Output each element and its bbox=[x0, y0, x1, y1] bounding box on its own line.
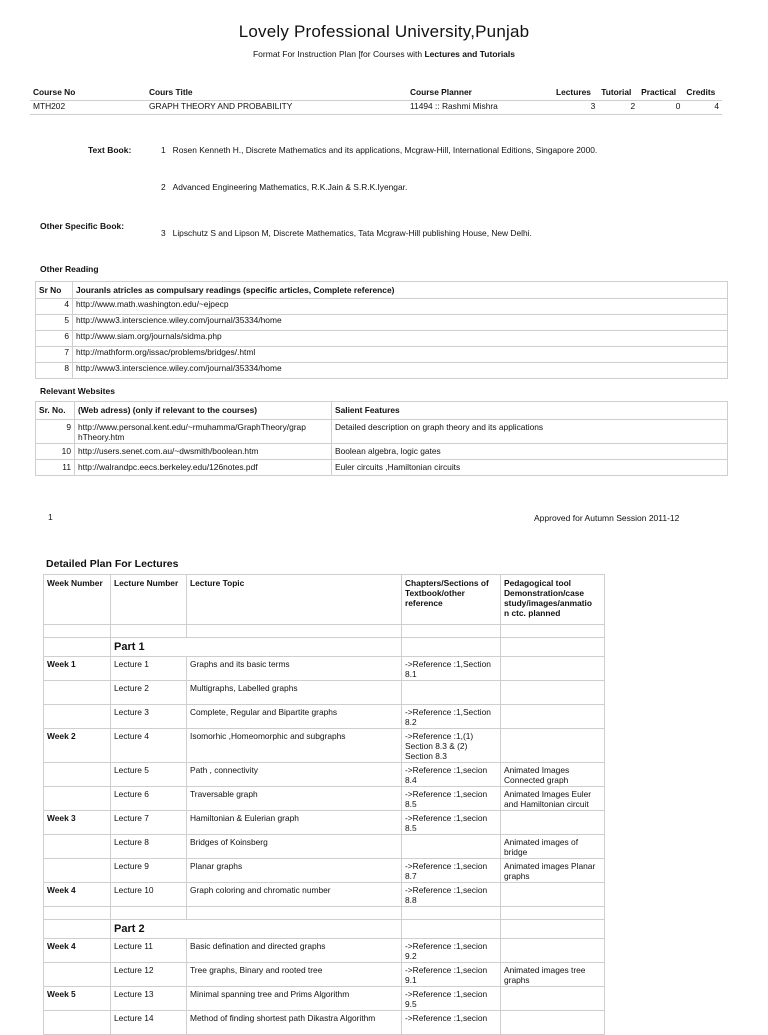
lectures-value: 3 bbox=[590, 100, 596, 111]
reference-line: 8.5 bbox=[405, 823, 417, 833]
course-title-header: Cours Title bbox=[149, 87, 193, 97]
reference bbox=[402, 681, 501, 705]
reading-link[interactable]: http://www3.interscience.wiley.com/journal/35334/home bbox=[73, 315, 728, 331]
lecture-topic: Traversable graph bbox=[187, 787, 402, 811]
table-row bbox=[44, 963, 605, 987]
pedagogical-tool bbox=[501, 763, 605, 787]
week-number bbox=[44, 1011, 111, 1035]
lecture-topic: Tree graphs, Binary and rooted tree bbox=[187, 963, 402, 987]
reference-line: Section 8.3 & (2) bbox=[405, 741, 468, 751]
week-number bbox=[44, 705, 111, 729]
reference-line: ->Reference :1,secion bbox=[405, 941, 488, 951]
reading-link[interactable]: http://www.math.washington.edu/~ejpecp bbox=[73, 299, 728, 315]
table-row bbox=[36, 331, 728, 347]
reference-line: 9.1 bbox=[405, 975, 417, 985]
course-row bbox=[30, 100, 722, 114]
reading-link[interactable]: http://www3.interscience.wiley.com/journal/35334/home bbox=[73, 363, 728, 379]
other-reading-heading: Other Reading bbox=[40, 264, 99, 274]
lecture-topic: Planar graphs bbox=[187, 859, 402, 883]
credits-value: 4 bbox=[714, 100, 719, 111]
lecture-number: Lecture 5 bbox=[111, 763, 187, 787]
reference-line: ->Reference :1,secion bbox=[405, 861, 488, 871]
spacer-row bbox=[44, 907, 605, 920]
practical-header: Practical bbox=[641, 87, 677, 97]
sr-no: 4 bbox=[36, 299, 73, 315]
lecture-topic: Complete, Regular and Bipartite graphs bbox=[187, 705, 402, 729]
other-specific-book-label: Other Specific Book: bbox=[40, 221, 125, 231]
lecture-topic: Basic defination and directed graphs bbox=[187, 939, 402, 963]
reference-line: ->Reference :1,secion bbox=[405, 1013, 488, 1023]
table-row bbox=[44, 729, 605, 763]
table-row bbox=[44, 763, 605, 787]
course-table bbox=[30, 87, 722, 115]
lecture-number: Lecture 3 bbox=[111, 705, 187, 729]
plan-heading: Detailed Plan For Lectures bbox=[46, 558, 179, 570]
reference bbox=[402, 963, 501, 987]
course-header-row bbox=[30, 87, 722, 100]
pedagogical-tool-header bbox=[501, 575, 605, 625]
pedagogical-tool bbox=[501, 859, 605, 883]
lecture-number: Lecture 8 bbox=[111, 835, 187, 859]
reference bbox=[402, 835, 501, 859]
reference bbox=[402, 763, 501, 787]
reference-line: 9.5 bbox=[405, 999, 417, 1009]
lecture-number: Lecture 2 bbox=[111, 681, 187, 705]
reference bbox=[402, 987, 501, 1011]
websites-header-row bbox=[36, 402, 728, 420]
course-no: MTH202 bbox=[33, 100, 66, 111]
reference-line: ->Reference :1,(1) bbox=[405, 731, 474, 741]
reference-header bbox=[402, 575, 501, 625]
other-reading-table bbox=[35, 281, 728, 379]
salient-feature: Boolean algebra, logic gates bbox=[332, 444, 728, 460]
tool-header-line-2: Demonstration/case bbox=[504, 588, 585, 598]
journals-header: Jouranls atricles as compulsary readings (specific articles, Complete reference) bbox=[73, 282, 728, 299]
tool-line: Animated Images Euler bbox=[504, 789, 592, 799]
lecture-number: Lecture 4 bbox=[111, 729, 187, 763]
sr-no: 11 bbox=[36, 460, 75, 476]
reference-line: ->Reference :1,secion bbox=[405, 989, 488, 999]
table-row bbox=[44, 811, 605, 835]
lecture-number: Lecture 7 bbox=[111, 811, 187, 835]
web-address-header: (Web adress) (only if relevant to the courses) bbox=[75, 402, 332, 420]
text-book-label: Text Book: bbox=[88, 145, 132, 155]
reference-line: ->Reference :1,secion bbox=[405, 885, 488, 895]
reference-line: ->Reference :1,Section bbox=[405, 659, 491, 669]
reference-line: ->Reference :1,secion bbox=[405, 965, 488, 975]
table-row bbox=[44, 835, 605, 859]
course-planner-header: Course Planner bbox=[410, 87, 472, 97]
reading-link[interactable]: http://mathform.org/issac/problems/bridges/.html bbox=[73, 347, 728, 363]
reference bbox=[402, 705, 501, 729]
reference bbox=[402, 657, 501, 681]
table-row bbox=[36, 315, 728, 331]
week-number bbox=[44, 859, 111, 883]
part-row bbox=[44, 920, 605, 939]
book-2 bbox=[161, 182, 407, 192]
tool-line: Animated images tree bbox=[504, 965, 586, 975]
reference-line: 8.8 bbox=[405, 895, 417, 905]
sr-no-header: Sr. No. bbox=[36, 402, 75, 420]
reference-header-line-3: reference bbox=[405, 598, 443, 608]
document-subtitle bbox=[0, 49, 768, 59]
week-number-header: Week Number bbox=[44, 575, 111, 625]
lecture-number: Lecture 10 bbox=[111, 883, 187, 907]
reference bbox=[402, 939, 501, 963]
lecture-number: Lecture 9 bbox=[111, 859, 187, 883]
part-row bbox=[44, 638, 605, 657]
salient-feature: Euler circuits ,Hamiltonian circuits bbox=[332, 460, 728, 476]
reference bbox=[402, 787, 501, 811]
pedagogical-tool bbox=[501, 729, 605, 763]
salient-feature: Detailed description on graph theory and its applications bbox=[332, 420, 728, 444]
reference bbox=[402, 729, 501, 763]
lecture-number-header: Lecture Number bbox=[111, 575, 187, 625]
reference-header-line-1: Chapters/Sections of bbox=[405, 578, 489, 588]
table-row bbox=[36, 299, 728, 315]
pedagogical-tool bbox=[501, 811, 605, 835]
week-number: Week 5 bbox=[44, 987, 111, 1011]
pedagogical-tool bbox=[501, 657, 605, 681]
practical-value: 0 bbox=[675, 100, 681, 111]
week-number: Week 3 bbox=[44, 811, 111, 835]
reference-line: 8.4 bbox=[405, 775, 417, 785]
relevant-websites-heading: Relevant Websites bbox=[40, 386, 115, 396]
lecture-number: Lecture 1 bbox=[111, 657, 187, 681]
pedagogical-tool bbox=[501, 987, 605, 1011]
week-number bbox=[44, 763, 111, 787]
part-1-rows bbox=[44, 657, 605, 907]
book-3-text: Lipschutz S and Lipson M, Discrete Mathematics, Tata Mcgraw-Hill publishing House, New Delhi. bbox=[172, 228, 532, 238]
pedagogical-tool bbox=[501, 787, 605, 811]
sr-no: 10 bbox=[36, 444, 75, 460]
lecture-topic: Bridges of Koinsberg bbox=[187, 835, 402, 859]
table-row bbox=[44, 657, 605, 681]
reference-line: 9.2 bbox=[405, 951, 417, 961]
reference-line: 8.1 bbox=[405, 669, 417, 679]
tool-line: Animated images Planar bbox=[504, 861, 596, 871]
sr-no-header: Sr No bbox=[36, 282, 73, 299]
websites-table bbox=[35, 401, 728, 476]
lecture-number: Lecture 12 bbox=[111, 963, 187, 987]
reference-line: 8.5 bbox=[405, 799, 417, 809]
lecture-number: Lecture 14 bbox=[111, 1011, 187, 1035]
course-no-header: Course No bbox=[33, 87, 76, 97]
tool-line: Animated Images bbox=[504, 765, 570, 775]
lecture-number: Lecture 6 bbox=[111, 787, 187, 811]
week-number bbox=[44, 787, 111, 811]
website-link[interactable]: http://walrandpc.eecs.berkeley.edu/126notes.pdf bbox=[75, 460, 332, 476]
reference bbox=[402, 1011, 501, 1035]
sr-no: 8 bbox=[36, 363, 73, 379]
week-number bbox=[44, 681, 111, 705]
tool-line: Animated images of bbox=[504, 837, 579, 847]
book-1-text: Rosen Kenneth H., Discrete Mathematics and its applications, Mcgraw-Hill, International Editions, Singapore 2000. bbox=[172, 145, 598, 155]
book-1 bbox=[161, 145, 597, 155]
table-row bbox=[36, 460, 728, 476]
tutorial-header: Tutorial bbox=[601, 87, 632, 97]
lecture-topic: Multigraphs, Labelled graphs bbox=[187, 681, 402, 705]
tool-line: graphs bbox=[504, 975, 530, 985]
website-link[interactable] bbox=[75, 420, 332, 444]
reference-line: 8.2 bbox=[405, 717, 417, 727]
part-2-label: Part 2 bbox=[111, 920, 402, 939]
lecture-topic: Minimal spanning tree and Prims Algorithm bbox=[187, 987, 402, 1011]
approval-note: Approved for Autumn Session 2011-12 bbox=[534, 513, 680, 523]
pedagogical-tool bbox=[501, 1011, 605, 1035]
week-number: Week 1 bbox=[44, 657, 111, 681]
tool-line: and Hamiltonian circuit bbox=[504, 799, 589, 809]
sr-no: 6 bbox=[36, 331, 73, 347]
other-reading-header-row bbox=[36, 282, 728, 299]
week-number: Week 4 bbox=[44, 939, 111, 963]
part-1-label: Part 1 bbox=[111, 638, 402, 657]
reference-line: ->Reference :1,secion bbox=[405, 765, 488, 775]
salient-features-header: Salient Features bbox=[332, 402, 728, 420]
lecture-number: Lecture 11 bbox=[111, 939, 187, 963]
table-row bbox=[36, 363, 728, 379]
subtitle-prefix: Format For Instruction Plan [for Courses with bbox=[252, 49, 425, 59]
reading-link[interactable]: http://www.siam.org/journals/sidma.php bbox=[73, 331, 728, 347]
reference bbox=[402, 883, 501, 907]
pedagogical-tool bbox=[501, 681, 605, 705]
credits-header: Credits bbox=[686, 87, 716, 97]
part-2-rows bbox=[44, 939, 605, 1035]
tool-line: graphs bbox=[504, 871, 530, 881]
table-row bbox=[44, 987, 605, 1011]
course-planner: 11494 :: Rashmi Mishra bbox=[410, 100, 498, 111]
table-row bbox=[44, 681, 605, 705]
week-number bbox=[44, 835, 111, 859]
table-row bbox=[44, 883, 605, 907]
lecture-topic: Path , connectivity bbox=[187, 763, 402, 787]
book-3-num: 3 bbox=[161, 228, 166, 238]
book-3 bbox=[161, 228, 532, 238]
pedagogical-tool bbox=[501, 835, 605, 859]
book-2-text: Advanced Engineering Mathematics, R.K.Jain & S.R.K.Iyengar. bbox=[172, 182, 408, 192]
tool-line: Connected graph bbox=[504, 775, 569, 785]
table-row bbox=[36, 420, 728, 444]
lecture-topic: Isomorhic ,Homeomorphic and subgraphs bbox=[187, 729, 402, 763]
table-row bbox=[44, 859, 605, 883]
tool-header-line-4: n ctc. planned bbox=[504, 608, 561, 618]
sr-no: 5 bbox=[36, 315, 73, 331]
reference bbox=[402, 859, 501, 883]
table-row bbox=[44, 705, 605, 729]
reference-line: ->Reference :1,secion bbox=[405, 789, 488, 799]
sr-no: 7 bbox=[36, 347, 73, 363]
website-url-line-2: hTheory.htm bbox=[78, 432, 125, 442]
pedagogical-tool bbox=[501, 705, 605, 729]
reference bbox=[402, 811, 501, 835]
pedagogical-tool bbox=[501, 883, 605, 907]
table-row bbox=[44, 1011, 605, 1035]
lecture-number: Lecture 13 bbox=[111, 987, 187, 1011]
pedagogical-tool bbox=[501, 939, 605, 963]
reference-line: 8.7 bbox=[405, 871, 417, 881]
plan-header-row bbox=[44, 575, 605, 625]
reference-line: ->Reference :1,secion bbox=[405, 813, 488, 823]
reference-line: Section 8.3 bbox=[405, 751, 447, 761]
website-url-line-1: http://www.personal.kent.edu/~rmuhamma/GraphTheory/grap bbox=[78, 422, 306, 432]
reference-line: ->Reference :1,Section bbox=[405, 707, 491, 717]
tool-line: bridge bbox=[504, 847, 528, 857]
sr-no: 9 bbox=[36, 420, 75, 444]
tool-header-line-3: study/images/anmatio bbox=[504, 598, 592, 608]
week-number: Week 4 bbox=[44, 883, 111, 907]
tool-header-line-1: Pedagogical tool bbox=[504, 578, 572, 588]
table-row bbox=[36, 347, 728, 363]
lecture-topic: Graph coloring and chromatic number bbox=[187, 883, 402, 907]
book-2-num: 2 bbox=[161, 182, 166, 192]
week-number bbox=[44, 963, 111, 987]
reference-header-line-2: Textbook/other bbox=[405, 588, 465, 598]
course-title: GRAPH THEORY AND PROBABILITY bbox=[149, 100, 293, 111]
university-title: Lovely Professional University,Punjab bbox=[238, 22, 530, 41]
table-row bbox=[36, 444, 728, 460]
lecture-plan-table bbox=[43, 574, 605, 1035]
lecture-topic: Graphs and its basic terms bbox=[187, 657, 402, 681]
lecture-topic: Hamiltonian & Eulerian graph bbox=[187, 811, 402, 835]
pedagogical-tool bbox=[501, 963, 605, 987]
lecture-topic-header: Lecture Topic bbox=[187, 575, 402, 625]
table-row bbox=[44, 939, 605, 963]
table-row bbox=[44, 787, 605, 811]
lecture-topic: Method of finding shortest path Dikastra Algorithm bbox=[187, 1011, 402, 1035]
spacer-row bbox=[44, 625, 605, 638]
tutorial-value: 2 bbox=[630, 100, 636, 111]
book-1-num: 1 bbox=[161, 145, 166, 155]
lectures-header: Lectures bbox=[556, 87, 591, 97]
website-link[interactable]: http://users.senet.com.au/~dwsmith/boolean.htm bbox=[75, 444, 332, 460]
week-number: Week 2 bbox=[44, 729, 111, 763]
page-number: 1 bbox=[48, 512, 53, 522]
subtitle-bold: Lectures and Tutorials bbox=[424, 49, 515, 59]
